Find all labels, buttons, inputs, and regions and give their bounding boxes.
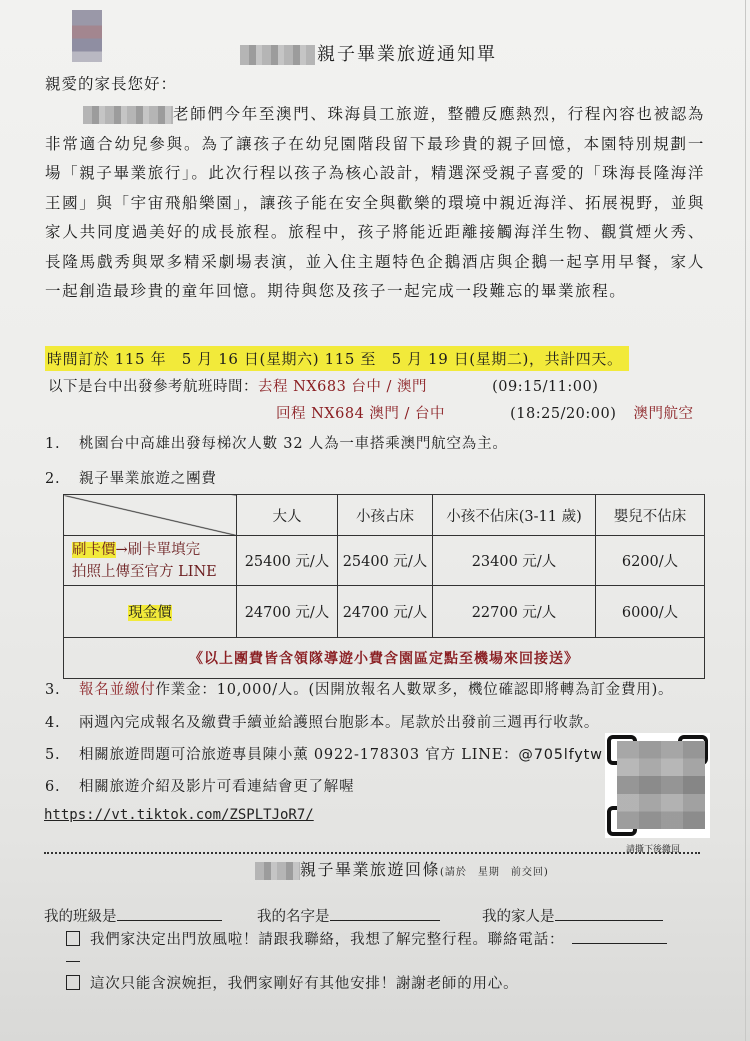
school-name-redacted bbox=[240, 45, 315, 65]
school-logo-redacted bbox=[72, 10, 102, 62]
flight-return bbox=[276, 402, 694, 423]
cash-price-label: 現金價 bbox=[64, 586, 237, 638]
tear-off-note: 請撕下後繳回 bbox=[626, 845, 681, 855]
list-item: 6. 相關旅遊介紹及影片可看連結會更了解喔 bbox=[45, 779, 355, 795]
checkbox-join[interactable] bbox=[66, 931, 80, 946]
trip-date-highlight: 時間訂於 115 年 5 月 16 日(星期六) 115 至 5 月 19 日(星期二)，共計四天。 bbox=[45, 346, 629, 371]
airline-name: 澳門航空 bbox=[633, 406, 694, 422]
checkbox-decline[interactable] bbox=[66, 975, 80, 990]
option-join[interactable]: 我們家決定出門放風啦！請跟我聯絡，我想了解完整行程。聯絡電話： bbox=[66, 928, 667, 949]
reply-slip-title: 親子畢業旅遊回條(請於 星期 前交回) bbox=[255, 857, 549, 880]
school-name-redacted bbox=[255, 862, 300, 880]
tear-line bbox=[44, 852, 700, 854]
class-field[interactable]: 我的班級是 bbox=[44, 905, 222, 926]
line-id: @705lfytw bbox=[518, 747, 603, 763]
class-input-line[interactable] bbox=[117, 906, 222, 921]
phone-line-continuation bbox=[66, 961, 80, 962]
return-time: (18:25/20:00) bbox=[510, 406, 617, 422]
flight-outbound: 以下是台中出發參考航班時間：去程 NX683 台中 / 澳門 (09:15/11:00) bbox=[48, 379, 599, 395]
qr-code-redacted bbox=[605, 733, 710, 838]
credit-card-price-label: 刷卡價→刷卡單填完 拍照上傳至官方 LINE bbox=[64, 536, 237, 586]
qr-blur bbox=[617, 741, 705, 829]
family-field[interactable]: 我的家人是 bbox=[482, 905, 663, 926]
table-row: 刷卡價→刷卡單填完 拍照上傳至官方 LINE 25400 元/人 25400 元/人 23400 元/人 6200/人 bbox=[64, 536, 705, 586]
intro-paragraph: 老師們今年至澳門、珠海員工旅遊，整體反應熱烈，行程內容也被認為非常適合幼兒參與。為了讓孩子在幼兒園階段留下最珍貴的親子回憶，本園特別規劃一場「親子畢業旅行」。此次行程以孩子為核心設計，精選深受親子喜愛的「珠海長隆海洋王國」與「宇宙飛船樂園」，讓孩子能在安全與歡樂的環境中親近海洋、拓展視野，並與家人共同度過美好的成長旅程。旅程中，孩子將能近距離接觸海洋生物、觀賞煙火秀、長隆馬戲秀與眾多精采劇場表演，並入住主題特色企鵝酒店與企鵝一起享用早餐，家人一起創造最珍貴的童年回憶。期待與您及孩子一起完成一段難忘的畢業旅程。 bbox=[45, 105, 705, 300]
tiktok-link[interactable]: https://vt.tiktok.com/ZSPLTJoR7/ bbox=[44, 807, 314, 823]
list-item: 4. 兩週內完成報名及繳費手續並給護照台胞影本。尾款於出發前三週再行收款。 bbox=[45, 715, 600, 731]
table-header-row: 大人 小孩占床 小孩不佔床(3-11 歲) 嬰兒不佔床 bbox=[64, 495, 705, 536]
table-note-row: 《以上團費皆含領隊導遊小費含園區定點至機場來回接送》 bbox=[64, 638, 705, 679]
outbound-time: (09:15/11:00) bbox=[492, 379, 599, 395]
option-decline[interactable]: 這次只能含淚婉拒，我們家剛好有其他安排！謝謝老師的用心。 bbox=[66, 972, 518, 993]
page-title: 親子畢業旅遊通知單 bbox=[240, 40, 497, 66]
name-input-line[interactable] bbox=[330, 906, 440, 921]
greeting: 親愛的家長您好： bbox=[45, 75, 178, 93]
list-item: 1. 桃園台中高雄出發每梯次人數 32 人為一車搭乘澳門航空為主。 bbox=[45, 436, 508, 452]
list-item: 5. 相關旅遊問題可洽旅遊專員陳小薰 0922-178303 官方 LINE：@705lfytw bbox=[45, 747, 603, 763]
outbound-flight: 去程 NX683 台中 / 澳門 bbox=[258, 379, 428, 395]
paper-edge bbox=[745, 0, 746, 1041]
table-row: 現金價 24700 元/人 24700 元/人 22700 元/人 6000/人 bbox=[64, 586, 705, 638]
return-flight: 回程 NX684 澳門 / 台中 bbox=[276, 406, 446, 422]
list-item: 2. 親子畢業旅遊之團費 bbox=[45, 471, 217, 487]
name-field[interactable]: 我的名字是 bbox=[257, 905, 440, 926]
fees-table bbox=[63, 494, 705, 679]
school-name-redacted bbox=[83, 106, 173, 124]
family-input-line[interactable] bbox=[555, 906, 663, 921]
list-item: 3. 報名並繳付作業金：10,000/人。(因開放報名人數眾多，機位確認即將轉為訂金費用)。 bbox=[45, 682, 674, 698]
diagonal-header-cell bbox=[64, 495, 237, 536]
phone-input-line[interactable] bbox=[572, 929, 667, 944]
